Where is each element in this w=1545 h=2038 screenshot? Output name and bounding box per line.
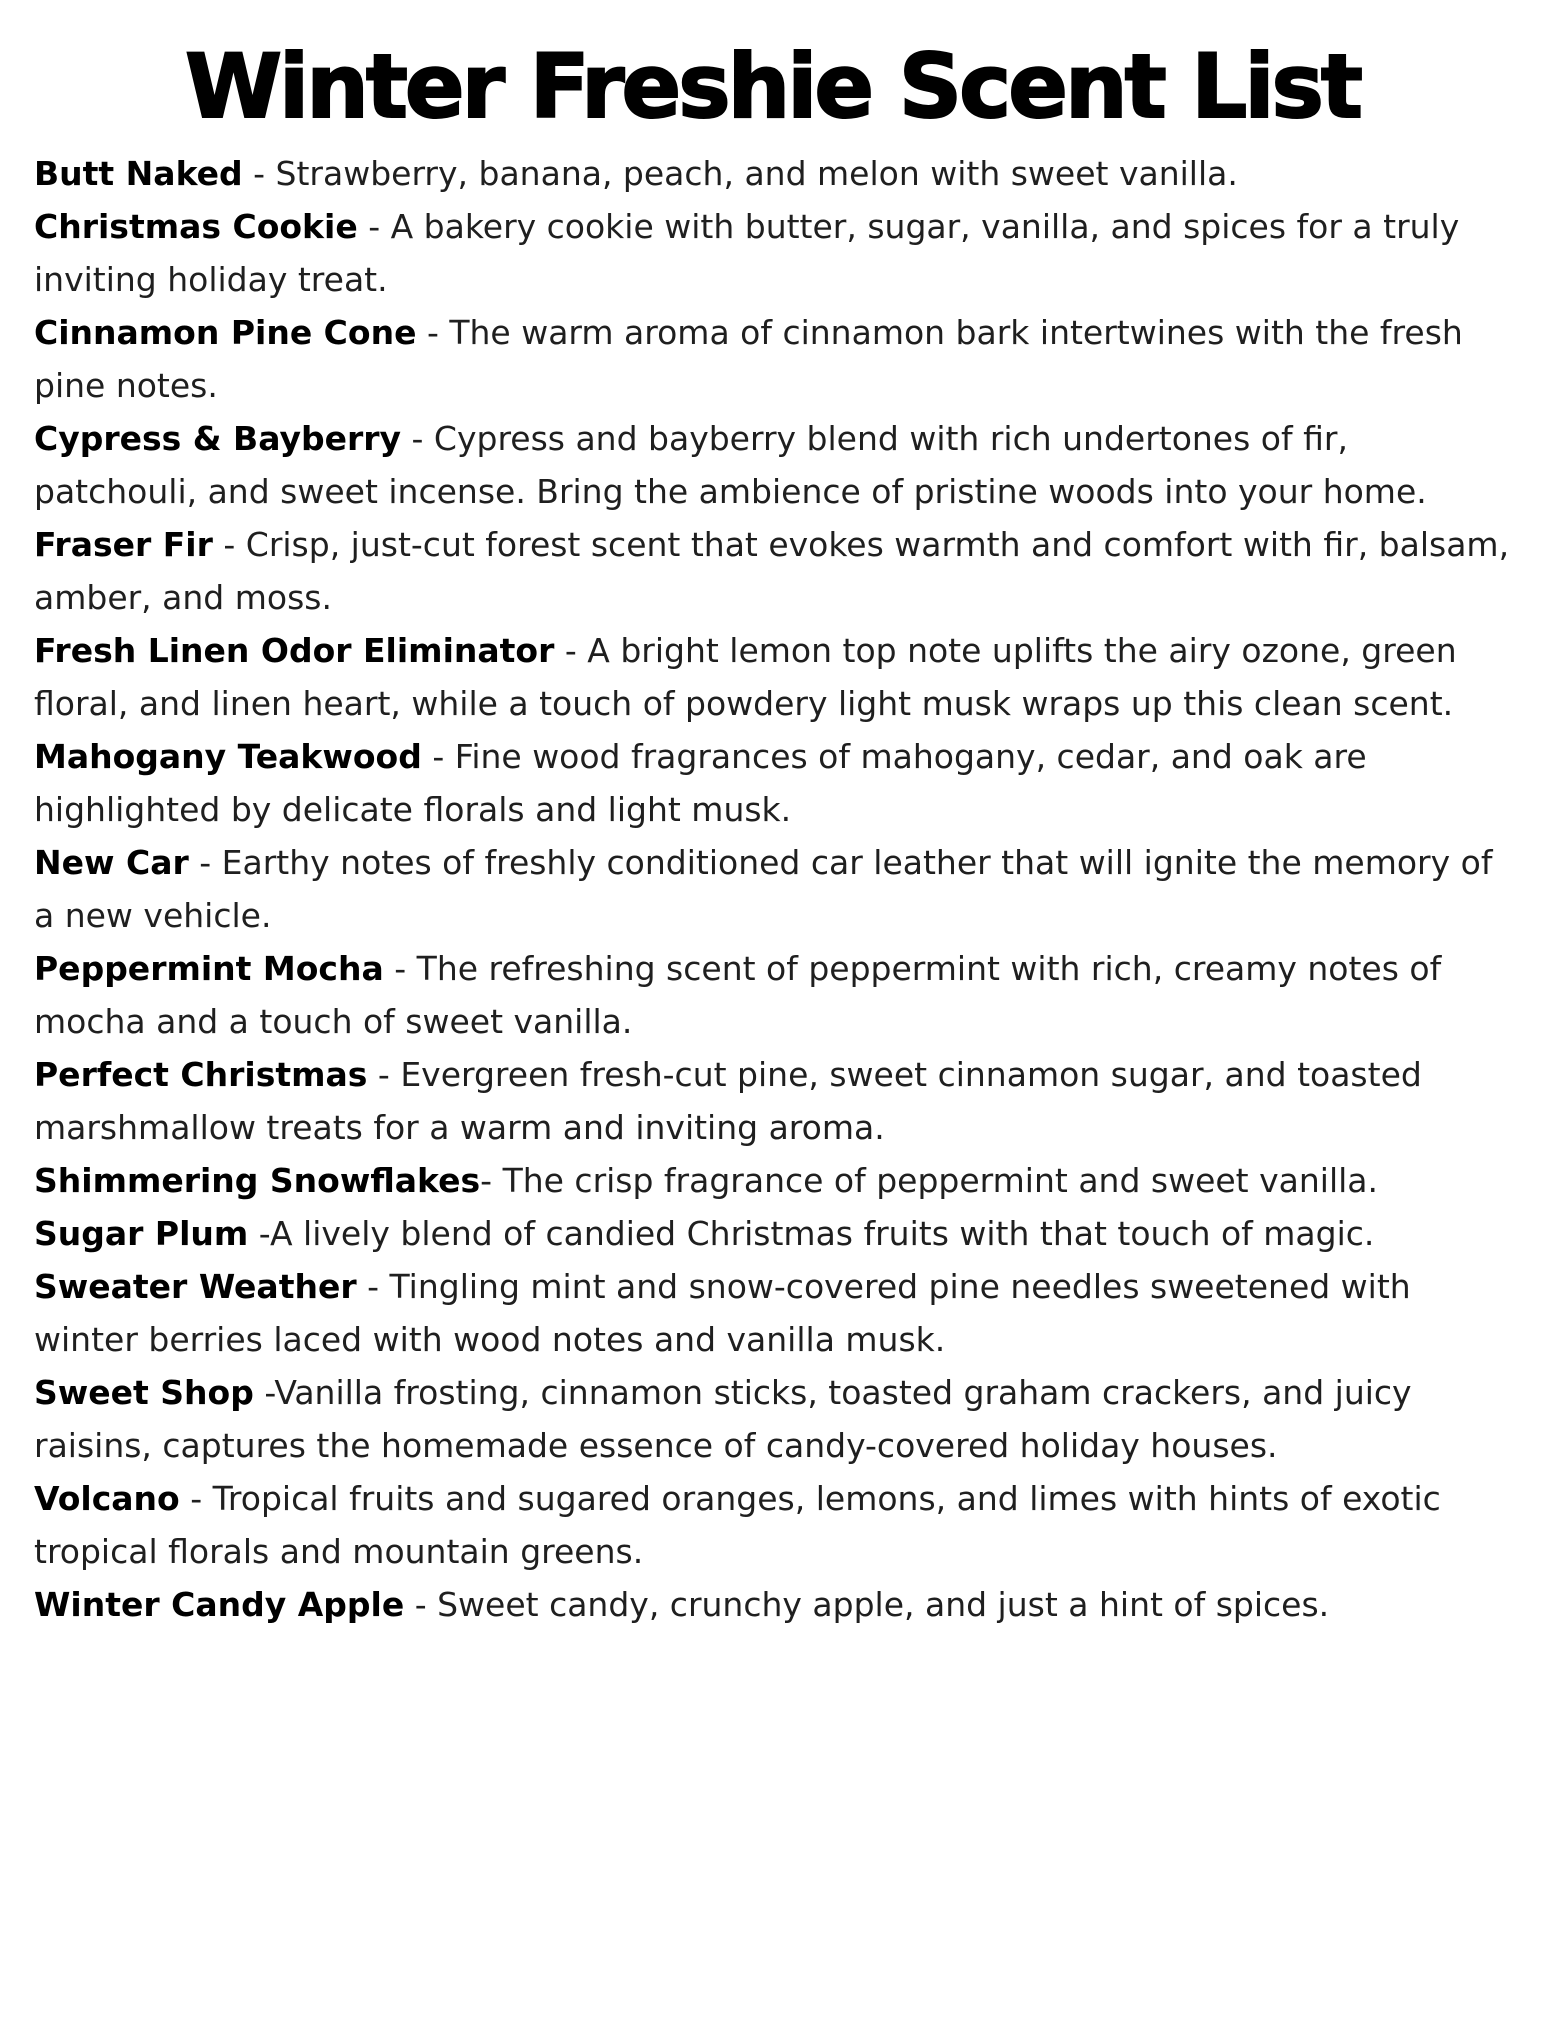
scent-name: Fraser Fir xyxy=(34,524,213,564)
scent-description: Tropical fruits and sugared oranges, lemons, and limes with hints of exotic tropical florals and mountain greens. xyxy=(34,1478,1441,1571)
scent-description: The warm aroma of cinnamon bark intertwines with the fresh pine notes. xyxy=(34,312,1463,405)
scent-name: Cypress & Bayberry xyxy=(34,418,402,458)
scent-separator: - xyxy=(248,1213,270,1253)
scent-name: Sweet Shop xyxy=(34,1372,254,1412)
scent-description: Evergreen fresh-cut pine, sweet cinnamon sugar, and toasted marshmallow treats for a warm and inviting aroma. xyxy=(34,1054,1422,1147)
scent-description: Fine wood fragrances of mahogany, cedar, and oak are highlighted by delicate florals and light musk. xyxy=(34,736,1367,829)
scent-name: Shimmering Snowflakes xyxy=(34,1160,481,1200)
scent-separator: - xyxy=(367,1054,401,1094)
scent-name: Butt Naked xyxy=(34,153,243,193)
scent-separator: - xyxy=(416,312,450,352)
scent-separator: - xyxy=(242,153,276,193)
scent-description: The crisp fragrance of peppermint and sweet vanilla. xyxy=(502,1160,1378,1200)
scent-description: A bright lemon top note uplifts the airy ozone, green floral, and linen heart, while a touch of powdery light musk wraps up this clean scent. xyxy=(34,630,1457,723)
scent-entry xyxy=(34,942,1515,1048)
page-title: Winter Freshie Scent List xyxy=(184,35,1360,138)
scent-description: The refreshing scent of peppermint with rich, creamy notes of mocha and a touch of sweet vanilla. xyxy=(34,948,1442,1041)
scent-name: Peppermint Mocha xyxy=(34,948,384,988)
scent-description: Crisp, just-cut forest scent that evokes warmth and comfort with fir, balsam, amber, and moss. xyxy=(34,524,1510,617)
scent-entry xyxy=(34,730,1515,836)
scent-entry xyxy=(34,518,1515,624)
scent-separator: - xyxy=(179,1478,213,1518)
scent-name: Sugar Plum xyxy=(34,1213,249,1253)
scent-description: Cypress and bayberry blend with rich undertones of fir, patchouli, and sweet incense. Bring the ambience of pristine woods into your home. xyxy=(34,418,1427,511)
scent-name: Christmas Cookie xyxy=(34,206,358,246)
scent-entry xyxy=(34,1154,1515,1207)
scent-separator: - xyxy=(554,630,588,670)
scent-entry xyxy=(34,412,1515,518)
scent-separator: - xyxy=(253,1372,275,1412)
scent-description: A lively blend of candied Christmas fruits with that touch of magic. xyxy=(269,1213,1375,1253)
scent-separator: - xyxy=(480,1160,503,1200)
scent-name: Volcano xyxy=(34,1478,180,1518)
scent-description: Sweet candy, crunchy apple, and just a hint of spices. xyxy=(437,1584,1330,1624)
scent-separator: - xyxy=(383,948,417,988)
scent-separator: - xyxy=(401,418,434,458)
scent-entry xyxy=(34,1207,1515,1260)
scent-list-page xyxy=(0,35,1545,2038)
scent-description: Tingling mint and snow-covered pine needles sweetened with winter berries laced with wood notes and vanilla musk. xyxy=(34,1266,1411,1359)
scent-name: Cinnamon Pine Cone xyxy=(34,312,417,352)
scent-entry xyxy=(34,200,1515,306)
scent-entry xyxy=(34,1366,1515,1472)
scent-description: Earthy notes of freshly conditioned car leather that will ignite the memory of a new vehicle. xyxy=(34,842,1493,935)
scent-entry xyxy=(34,1260,1515,1366)
scent-separator: - xyxy=(421,736,455,776)
scent-entry xyxy=(34,1472,1515,1578)
scent-entry xyxy=(34,1578,1515,1631)
scent-entry xyxy=(34,147,1515,200)
scent-separator: - xyxy=(357,206,391,246)
scent-description: Strawberry, banana, peach, and melon with sweet vanilla. xyxy=(275,153,1238,193)
scent-name: Perfect Christmas xyxy=(34,1054,368,1094)
scent-name: Fresh Linen Odor Eliminator xyxy=(34,630,555,670)
scent-name: Sweater Weather xyxy=(34,1266,357,1306)
scent-entry xyxy=(34,1048,1515,1154)
scent-description: A bakery cookie with butter, sugar, vanilla, and spices for a truly inviting holiday treat. xyxy=(34,206,1460,299)
scent-list xyxy=(0,147,1545,1631)
scent-entry xyxy=(34,624,1515,730)
scent-separator: - xyxy=(212,524,246,564)
scent-name: New Car xyxy=(34,842,189,882)
scent-separator: - xyxy=(356,1266,390,1306)
scent-description: Vanilla frosting, cinnamon sticks, toasted graham crackers, and juicy raisins, captures the homemade essence of candy-covered holiday houses. xyxy=(34,1372,1412,1465)
scent-name: Winter Candy Apple xyxy=(34,1584,405,1624)
scent-name: Mahogany Teakwood xyxy=(34,736,422,776)
scent-entry xyxy=(34,836,1515,942)
scent-separator: - xyxy=(404,1584,438,1624)
scent-separator: - xyxy=(188,842,222,882)
scent-entry xyxy=(34,306,1515,412)
